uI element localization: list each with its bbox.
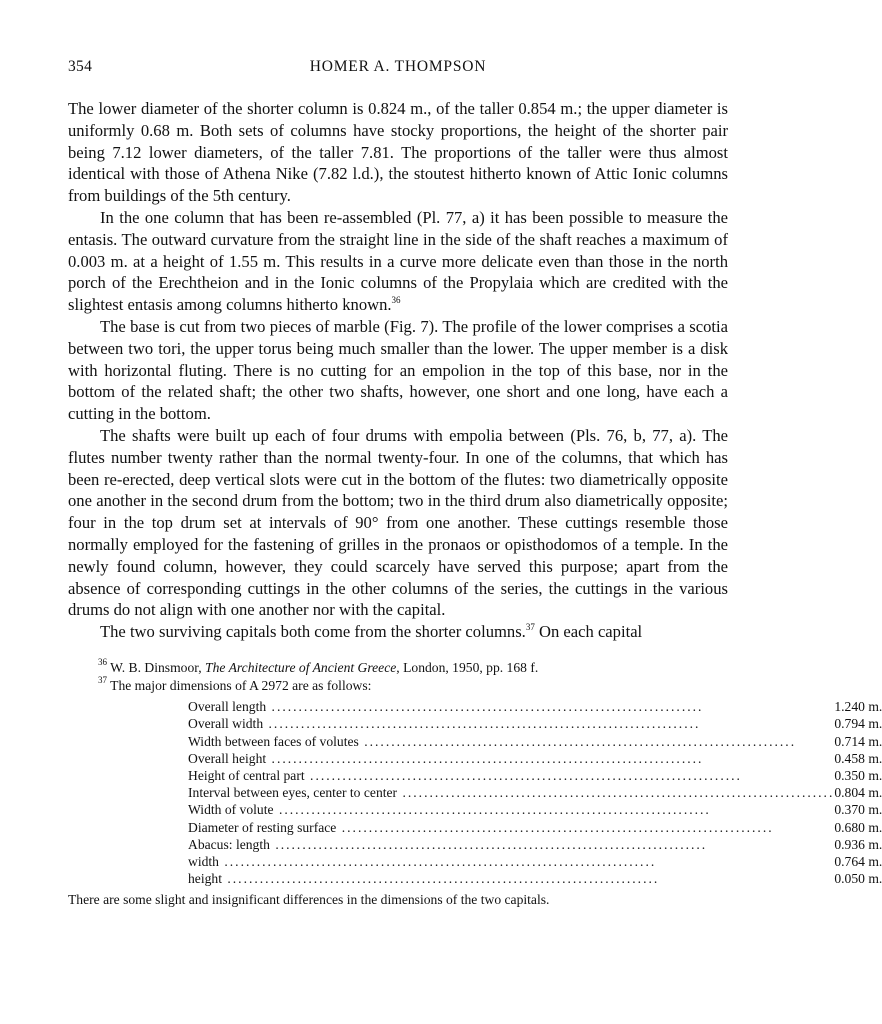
dot-leader: ................................................................................ xyxy=(266,750,704,766)
footnote-reference: 36 xyxy=(391,295,401,306)
footnote-mark: 37 xyxy=(98,674,107,685)
dimension-row xyxy=(188,853,882,870)
dimension-value: 0.764 m. xyxy=(834,853,882,869)
paragraph-text: The shafts were built up each of four drums with empolia between (Pls. 76, b, 77, a). The flutes number twenty rather than the normal twenty-four. In one of the columns, that which has been re-erected, deep vertical slots were cut in the bottom of the flutes: two diametrically opposite one another in the second drum from the bottom; two in the third drum also diametrically opposite; four in the top drum set at intervals of 90° from one another. These cuttings resemble those normally employed for the fastening of grilles in the pronaos or opisthodomos of a temple. In the newly found column, however, they could scarcely have served this purpose; apart from the absence of corresponding cuttings in the other columns of the series, the cuttings in the various drums do not align with one another nor with the capital. xyxy=(68,425,728,620)
dimension-label-cell xyxy=(188,870,834,887)
dot-leader: ................................................................................ xyxy=(358,733,797,749)
body-paragraph xyxy=(68,621,728,643)
page-header xyxy=(68,58,728,84)
paragraph-text: In the one column that has been re-assembled (Pl. 77, a) it has been possible to measure the entasis. The outward curvature from the straight line in the side of the shaft reaches a maximum of 0.003 m. at a height of 1.55 m. This results in a curve more delicate even than those in the north porch of the Erechtheion and in the Ionic columns of the Propylaia which are credited with the slightest entasis among columns hitherto known. xyxy=(68,207,728,315)
dimension-value: 0.370 m. xyxy=(834,802,882,818)
paragraph-text: The lower diameter of the shorter column is 0.824 m., of the taller 0.854 m.; the upper diameter is uniformly 0.68 m. Both sets of columns have stocky proportions, the height of the shorter pair being 7.12 lower diameters, of the taller 7.81. The proportions of the taller were thus almost identical with those of Athena Nike (7.82 l.d.), the stoutest hitherto known of Attic Ionic columns from buildings of the 5th century. xyxy=(68,99,728,206)
dimension-label: Width between faces of volutes xyxy=(188,733,359,749)
dimension-row xyxy=(188,801,882,818)
footnote-36 xyxy=(68,656,728,677)
page xyxy=(68,58,882,909)
dimension-row xyxy=(188,715,882,732)
paragraph-text: On each capital xyxy=(534,622,643,642)
footnote-citation: , London, 1950, pp. 168 f. xyxy=(396,659,539,675)
dimension-label: Height of central part xyxy=(188,767,305,783)
dot-leader: ................................................................................ xyxy=(218,853,657,869)
footnote-mark: 36 xyxy=(98,656,107,667)
dot-leader: ................................................................................ xyxy=(266,699,704,715)
dimension-label-cell xyxy=(188,784,834,801)
running-head: HOMER A. THOMPSON xyxy=(309,58,487,75)
dot-leader: ................................................................................ xyxy=(336,819,774,835)
body-paragraph xyxy=(68,98,728,207)
dimension-value: 0.458 m. xyxy=(834,750,882,766)
paragraph-text: The two surviving capitals both come from the shorter columns. xyxy=(100,622,526,642)
dimension-value: 0.350 m. xyxy=(834,767,882,783)
dimension-label: Overall height xyxy=(188,750,267,766)
dimension-label: Overall width xyxy=(188,716,264,732)
body-paragraph xyxy=(68,316,728,425)
dimension-label-cell xyxy=(188,698,834,715)
dimension-label: Interval between eyes, center to center xyxy=(188,785,398,801)
dimension-label-cell xyxy=(188,715,834,732)
dimension-row xyxy=(188,784,882,801)
dimension-label-cell xyxy=(188,819,834,836)
closing-note: There are some slight and insignificant differences in the dimensions of the two capitals. xyxy=(68,892,550,908)
dimensions-table xyxy=(188,698,882,887)
dimension-value: 0.936 m. xyxy=(834,836,882,852)
dimension-value: 0.680 m. xyxy=(834,819,882,835)
dimension-label: Abacus: length xyxy=(188,836,270,852)
footnotes xyxy=(68,656,882,909)
dot-leader: ................................................................................ xyxy=(304,767,742,783)
body-paragraph xyxy=(68,207,728,316)
dot-leader: ................................................................................ xyxy=(397,785,835,801)
dimension-label: height xyxy=(188,871,222,887)
dimension-label-cell xyxy=(188,836,834,853)
dot-leader: ................................................................................ xyxy=(263,716,701,732)
dimension-row xyxy=(188,698,882,715)
dimension-value: 0.794 m. xyxy=(834,716,882,732)
dimension-value: 0.804 m. xyxy=(834,785,882,801)
body-text xyxy=(68,98,728,643)
body-paragraph xyxy=(68,425,728,621)
dimension-value: 0.714 m. xyxy=(834,733,882,749)
dimension-row xyxy=(188,819,882,836)
footnote-author: W. B. Dinsmoor, xyxy=(107,659,206,675)
dot-leader: ................................................................................ xyxy=(269,836,708,852)
dot-leader: ................................................................................ xyxy=(273,802,711,818)
dimension-row xyxy=(188,767,882,784)
footnote-37 xyxy=(68,674,728,695)
dimension-value: 0.050 m. xyxy=(834,871,882,887)
dimension-label: width xyxy=(188,853,219,869)
dimension-label-cell xyxy=(188,853,834,870)
dimension-label: Width of volute xyxy=(188,802,274,818)
dimension-label: Diameter of resting surface xyxy=(188,819,337,835)
paragraph-text: The base is cut from two pieces of marble (Fig. 7). The profile of the lower comprises a scotia between two tori, the upper torus being much smaller than the lower. The upper member is a disk with horizontal fluting. There is no cutting for an empolion in the top of this base, nor in the bottom of the related shaft; the other two shafts, however, one short and one long, have each a cutting in the bottom. xyxy=(68,316,728,424)
dimension-label-cell xyxy=(188,733,834,750)
dimension-value: 1.240 m. xyxy=(834,699,882,715)
dimension-row xyxy=(188,733,882,750)
dimension-label-cell xyxy=(188,750,834,767)
dimension-label-cell xyxy=(188,767,834,784)
footnote-reference: 37 xyxy=(525,622,535,633)
dimension-label: Overall length xyxy=(188,699,267,715)
dimension-label-cell xyxy=(188,801,834,818)
dot-leader: ................................................................................ xyxy=(221,871,660,887)
footnote-book-title: The Architecture of Ancient Greece xyxy=(205,659,397,675)
page-number: 354 xyxy=(68,58,93,75)
dimension-row xyxy=(188,750,882,767)
dimension-row xyxy=(188,836,882,853)
dimension-row xyxy=(188,870,882,887)
footnote-text: The major dimensions of A 2972 are as follows: xyxy=(107,677,372,693)
